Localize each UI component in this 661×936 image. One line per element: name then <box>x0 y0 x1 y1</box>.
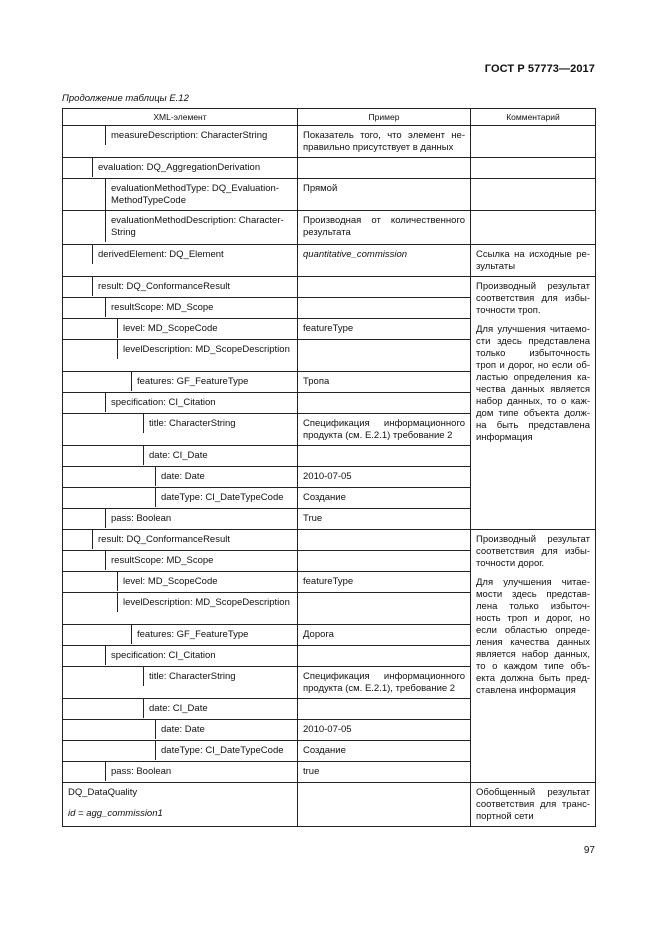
example-cell: Создание <box>298 741 471 762</box>
comment-cell <box>471 158 596 179</box>
column-header-xml: XML-элемент <box>63 109 298 126</box>
element-cell: title: CharacterString <box>149 418 236 429</box>
element-cell: evaluationMethodType: DQ_Evaluation-MethodTypeCode <box>111 183 279 206</box>
element-id: id = agg_commission1 <box>68 808 163 819</box>
example-cell <box>298 551 471 572</box>
example-cell: Тропа <box>298 372 471 393</box>
example-cell <box>298 340 471 372</box>
element-cell: dateType: CI_DateTypeCode <box>161 492 284 503</box>
table-row <box>63 179 596 211</box>
element-cell <box>63 783 298 827</box>
element-cell: title: CharacterString <box>149 671 236 682</box>
comment-cell <box>471 126 596 158</box>
table-header-row <box>63 109 596 126</box>
example-cell: Производная от количественного результата <box>298 211 471 245</box>
example-cell: featureType <box>298 319 471 340</box>
element-cell: features: GF_FeatureType <box>137 376 249 387</box>
example-cell: true <box>298 762 471 783</box>
example-cell <box>298 298 471 319</box>
example-cell: Спецификация информационного продукта (см. Е.2.1) требование 2 <box>298 414 471 446</box>
element-cell: levelDescription: MD_ScopeDescription <box>123 597 290 608</box>
comment-paragraph: Производный результат соответствия для избы-точности троп. <box>476 281 590 316</box>
comment-cell-trails <box>471 277 596 530</box>
comment-paragraph: Для улучшения читае-мости здесь представ-лена только избыточ-ность троп и дорог, но если областью опреде-ления качества данных является набор данных, то о каждом типе объ-екта должна быть пред-ставлена информация <box>476 577 590 696</box>
element-cell: date: CI_Date <box>149 703 208 714</box>
element-cell: evaluation: DQ_AggregationDerivation <box>98 162 261 173</box>
table-row <box>63 126 596 158</box>
comment-cell <box>471 179 596 211</box>
element-cell: derivedElement: DQ_Element <box>98 249 224 260</box>
example-cell: quantitative_commission <box>298 245 471 277</box>
element-cell: features: GF_FeatureType <box>137 629 249 640</box>
example-cell <box>298 646 471 667</box>
example-cell <box>298 446 471 467</box>
example-cell <box>298 393 471 414</box>
column-header-comment: Комментарий <box>471 109 596 126</box>
comment-cell: Обобщенный результат соответствия для транс-портной сети <box>471 783 596 827</box>
table-row <box>63 158 596 179</box>
example-cell: True <box>298 509 471 530</box>
comment-cell <box>471 211 596 245</box>
element-cell: result: DQ_ConformanceResult <box>98 281 230 292</box>
table-row <box>63 277 596 298</box>
element-cell: result: DQ_ConformanceResult <box>98 534 230 545</box>
example-cell: Создание <box>298 488 471 509</box>
example-cell: 2010-07-05 <box>298 467 471 488</box>
table-row <box>63 211 596 245</box>
column-header-example: Пример <box>298 109 471 126</box>
example-cell <box>298 783 471 827</box>
element-cell: pass: Boolean <box>111 766 172 777</box>
example-cell: Спецификация информационного продукта (см. Е.2.1), требование 2 <box>298 667 471 699</box>
standard-header: ГОСТ Р 57773—2017 <box>484 63 595 75</box>
comment-cell-roads <box>471 530 596 783</box>
page-number: 97 <box>583 845 595 856</box>
example-cell <box>298 277 471 298</box>
element-cell: resultScope: MD_Scope <box>111 302 214 313</box>
table-row <box>63 530 596 551</box>
element-cell: measureDescription: CharacterString <box>111 130 268 141</box>
element-cell: level: MD_ScopeCode <box>123 576 218 587</box>
example-cell <box>298 530 471 551</box>
element-cell: specification: CI_Citation <box>111 650 216 661</box>
element-cell: specification: CI_Citation <box>111 397 216 408</box>
example-cell: Прямой <box>298 179 471 211</box>
element-cell: date: Date <box>161 724 205 735</box>
example-cell: featureType <box>298 572 471 593</box>
example-cell <box>298 158 471 179</box>
example-cell: Показатель того, что элемент не-правильно присутствует в данных <box>298 126 471 158</box>
element-name: DQ_DataQuality <box>68 787 138 798</box>
xml-element-table <box>62 108 596 827</box>
comment-paragraph: Для улучшения читаемо-сти здесь представлена только избыточность троп и дорог, но если об-ластью определения ка-чества данных является набор данных, то о каж-дом типе объекта долж-на быть представлена информация <box>476 324 590 443</box>
example-cell <box>298 699 471 720</box>
element-cell: resultScope: MD_Scope <box>111 555 214 566</box>
example-cell <box>298 593 471 625</box>
table-caption: Продолжение таблицы Е.12 <box>62 93 189 104</box>
example-cell: 2010-07-05 <box>298 720 471 741</box>
element-cell: date: Date <box>161 471 205 482</box>
table-row <box>63 783 596 827</box>
table-row <box>63 245 596 277</box>
element-cell: date: CI_Date <box>149 450 208 461</box>
comment-paragraph: Производный результат соответствия для избы-точности дорог. <box>476 534 590 569</box>
element-cell: level: MD_ScopeCode <box>123 323 218 334</box>
element-cell: dateType: CI_DateTypeCode <box>161 745 284 756</box>
element-cell: pass: Boolean <box>111 513 172 524</box>
comment-cell: Ссылка на исходные ре-зультаты <box>471 245 596 277</box>
element-cell: levelDescription: MD_ScopeDescription <box>123 344 290 355</box>
element-cell: evaluationMethodDescription: Character-String <box>111 215 284 238</box>
example-cell: Дорога <box>298 625 471 646</box>
